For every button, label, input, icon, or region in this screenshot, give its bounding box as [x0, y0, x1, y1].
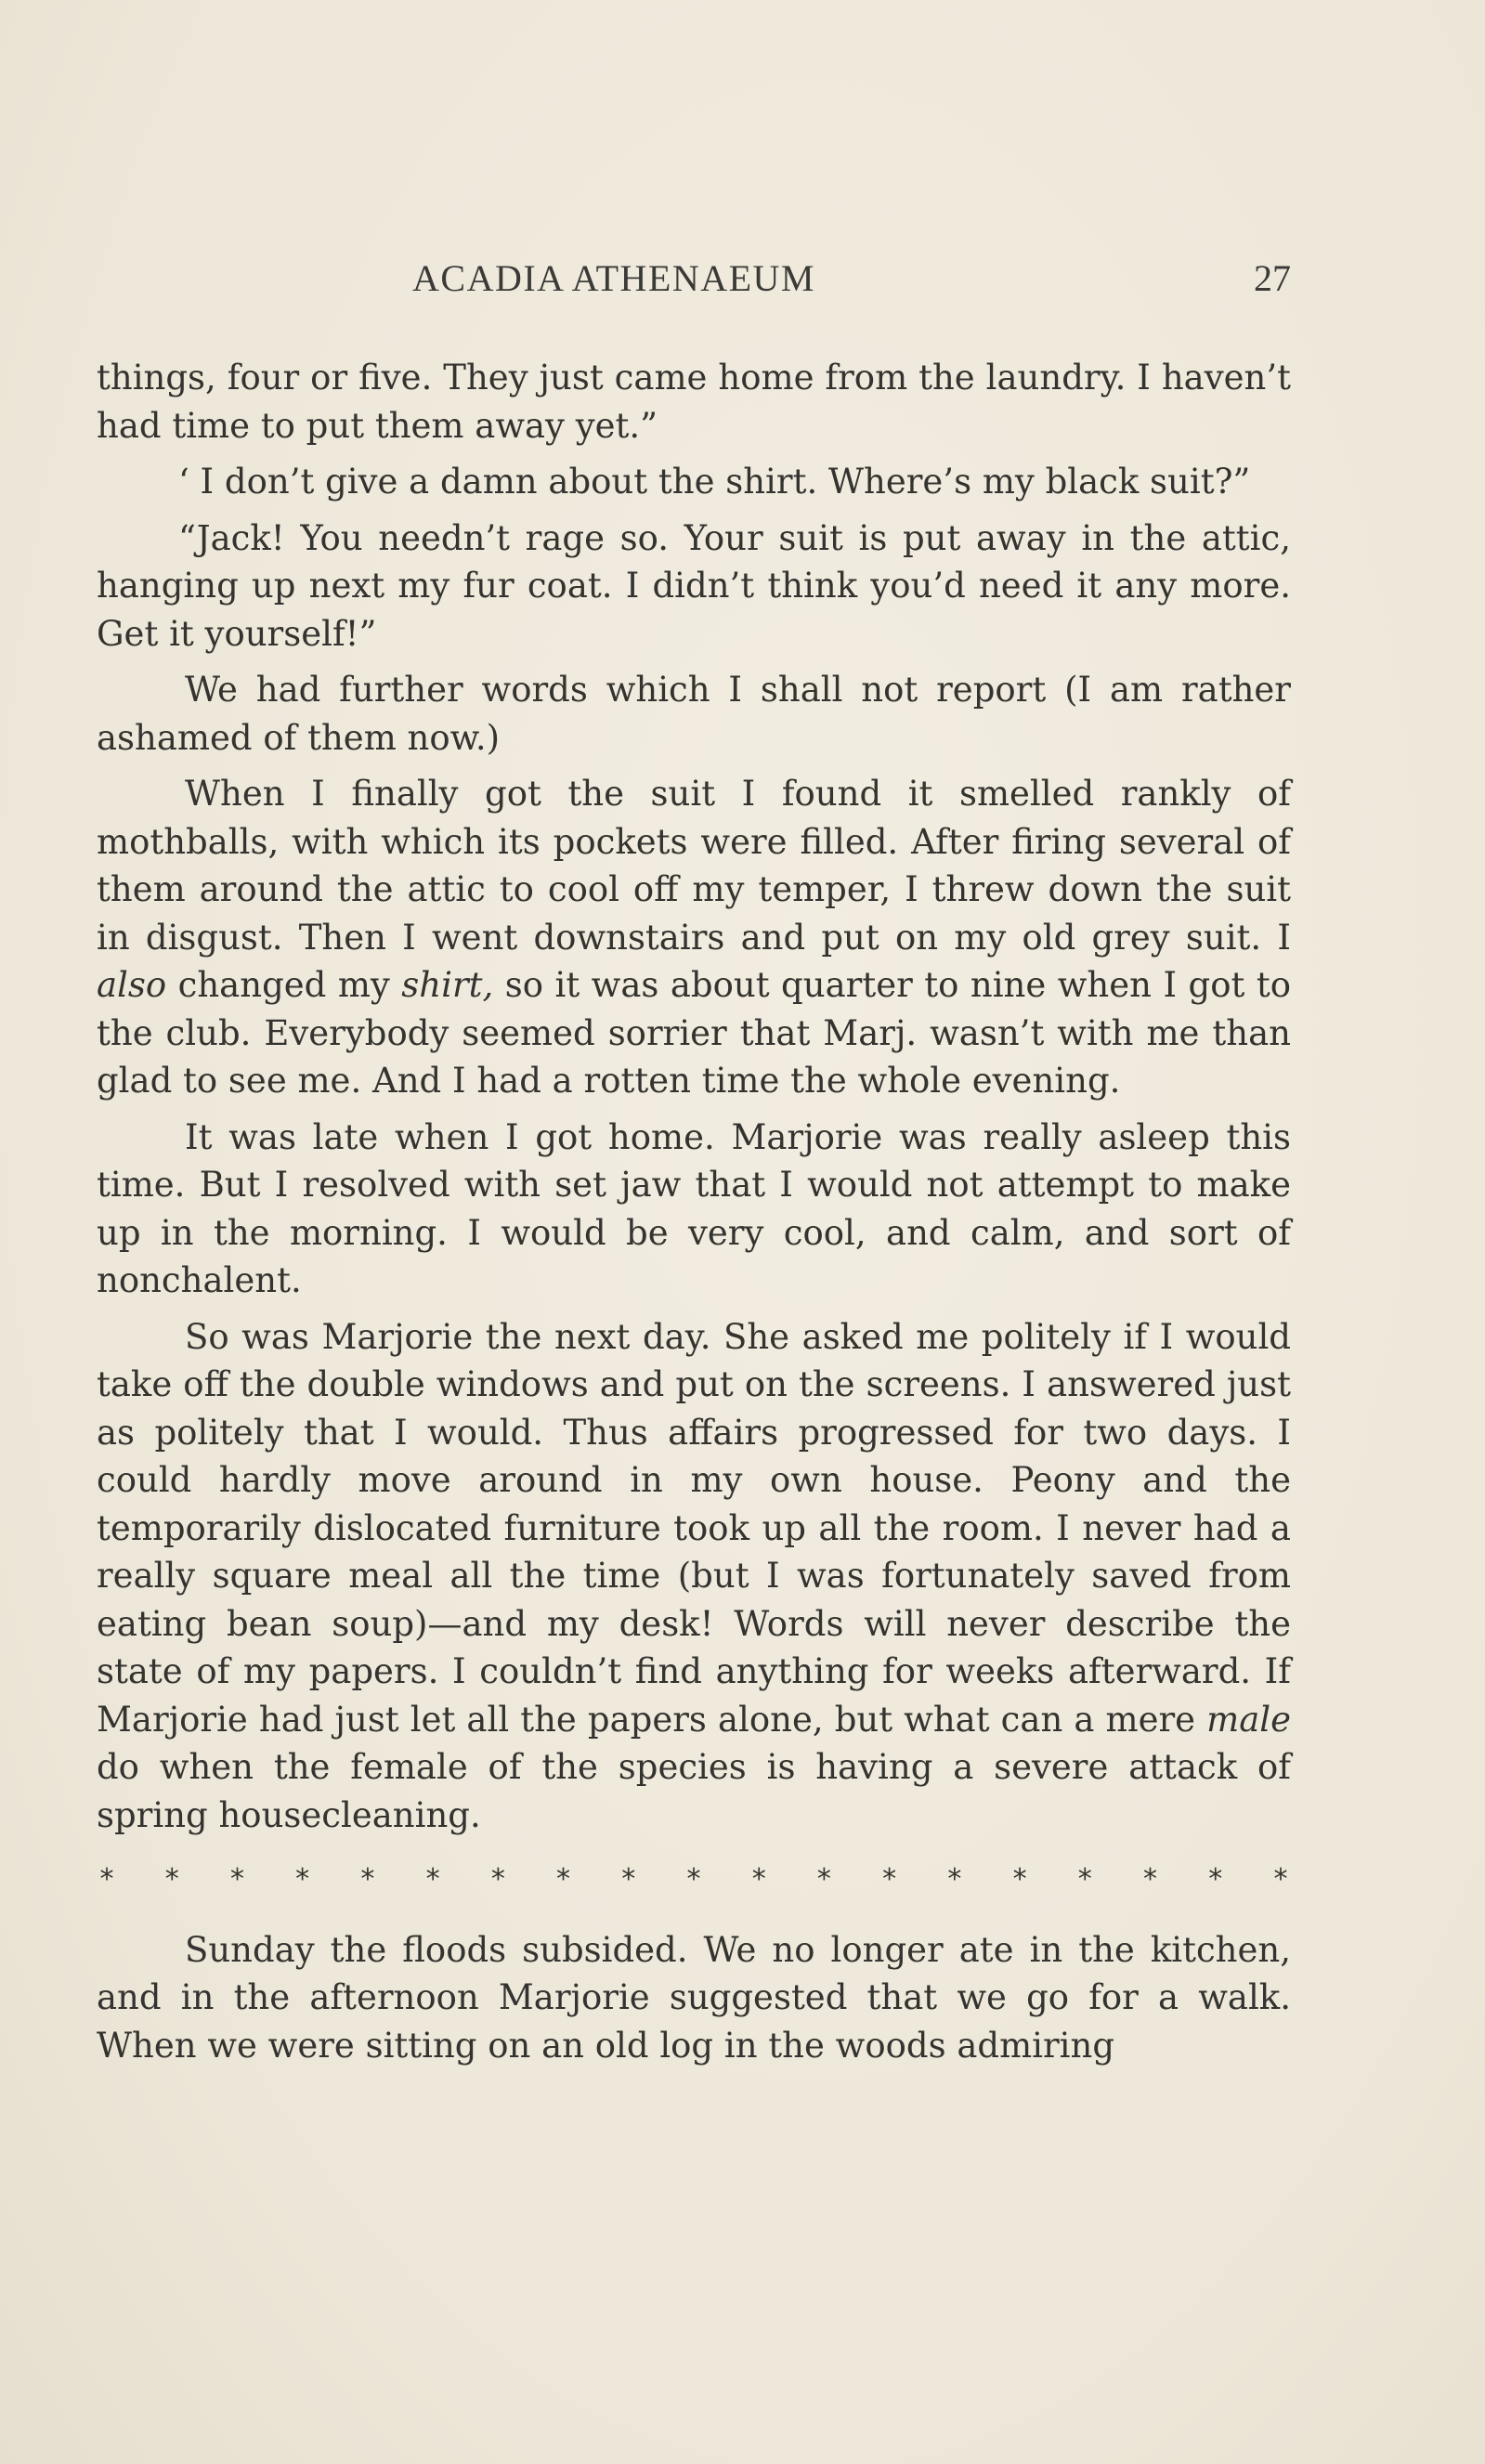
asterisk: *	[425, 1863, 440, 1896]
paragraph	[97, 354, 1291, 450]
asterisk: *	[751, 1863, 766, 1896]
asterisk: *	[229, 1863, 244, 1896]
paragraph	[97, 515, 1291, 658]
text-run: It was late when I got home. Marjorie was really asleep this time. But I resolved with set jaw that I would not attempt to make up in the morning. I would be very cool, and calm, and sort of nonchalent.	[97, 1116, 1291, 1300]
paragraph	[97, 1114, 1291, 1305]
page-number: 27	[1254, 257, 1291, 299]
italic-text: also	[97, 965, 167, 1005]
asterisk: *	[1273, 1863, 1288, 1896]
text-run: things, four or five. They just came home from the laundry. I haven’t had time to put them away yet.”	[97, 358, 1291, 446]
paragraph	[97, 1313, 1291, 1840]
asterisk: *	[947, 1863, 962, 1896]
asterisk: *	[621, 1863, 636, 1896]
asterisk: *	[490, 1863, 505, 1896]
asterisk: *	[295, 1863, 310, 1896]
text-run: When I finally got the suit I found it smelled rankly of mothballs, with which its pockets were filled. After firing several of them around the attic to cool off my temper, I threw down the suit in disgust. Then I went downstairs and put on my old grey suit. I	[97, 774, 1291, 958]
asterisk: *	[882, 1863, 897, 1896]
asterisk: *	[686, 1863, 701, 1896]
asterisk: *	[99, 1863, 114, 1896]
asterisk: *	[164, 1863, 179, 1896]
asterisk: *	[816, 1863, 831, 1896]
text-run: so it was about quarter to nine when I got to the club. Everybody seemed sorrier that Marj. wasn’t with me than glad to see me. And I had a rotten time the whole evening.	[97, 965, 1291, 1101]
section-separator	[97, 1856, 1291, 1904]
asterisk: *	[556, 1863, 571, 1896]
italic-text: shirt,	[401, 965, 494, 1005]
text-run: So was Marjorie the next day. She asked me politely if I would take off the double windows and put on the screens. I answered just as politely that I would. Thus affairs progressed for two days. I could hardly move around in my own house. Peony and the temporarily dislocated furniture took up all the room. I never had a really square meal all the time (but I was fortunately saved from eating bean soup)—and my desk! Words will never describe the state of my papers. I couldn’t find anything for weeks afterward. If Marjorie had just let all the papers alone, but what can a mere	[97, 1316, 1291, 1740]
page-header	[97, 256, 1291, 303]
running-head: ACADIA ATHENAEUM	[412, 257, 815, 299]
text-run: changed my	[166, 965, 402, 1005]
closing-paragraph: Sunday the floods subsided. We no longer ate in the kitchen, and in the afternoon Marjorie suggested that we go for a walk. When we were sitting on an old log in the woods admiring	[97, 1929, 1291, 2066]
asterisk: *	[1077, 1863, 1092, 1896]
italic-text: male	[1206, 1699, 1291, 1740]
text-run: do when the female of the species is having a severe attack of spring housecleaning.	[97, 1747, 1291, 1835]
paragraph	[97, 458, 1291, 506]
body-text	[97, 354, 1291, 2078]
asterisk: *	[360, 1863, 375, 1896]
paragraph	[97, 770, 1291, 1105]
asterisk: *	[1143, 1863, 1157, 1896]
asterisk: *	[1012, 1863, 1027, 1896]
paragraph	[97, 666, 1291, 762]
text-run: ‘ I don’t give a damn about the shirt. Where’s my black suit?”	[178, 462, 1251, 502]
asterisk: *	[1208, 1863, 1223, 1896]
text-run: “Jack! You needn’t rage so. Your suit is put away in the attic, hanging up next my fur coat. I didn’t think you’d need it any more. Get it yourself!”	[97, 517, 1291, 654]
text-run: We had further words which I shall not report (I am rather ashamed of them now.)	[97, 670, 1291, 758]
paragraph-list	[97, 354, 1291, 1839]
